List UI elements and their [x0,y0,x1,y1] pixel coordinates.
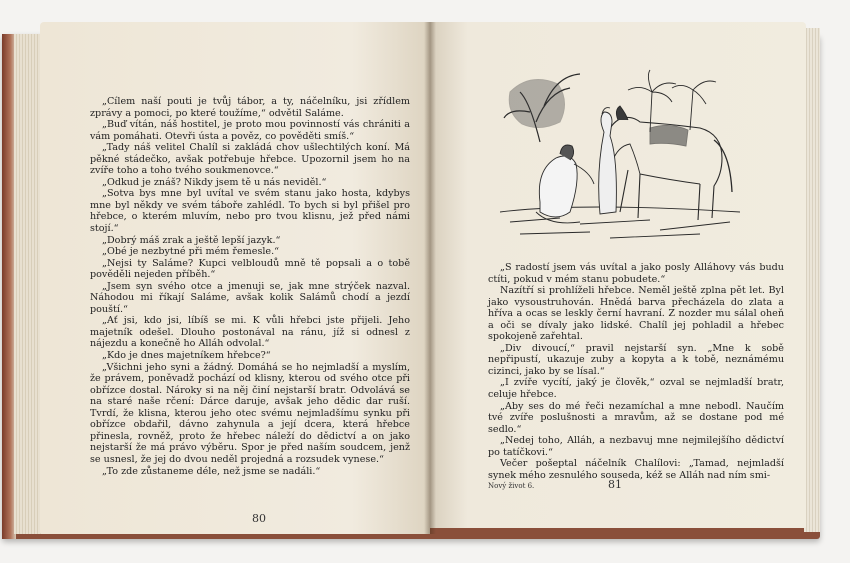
paragraph: „Nejsi ty Saláme? Kupci velbloudů mně tě popsali a o tobě pověděli nejeden příběh.“ [90,257,410,281]
paragraph: „Ať jsi, kdo jsi, líbíš se mi. K vůli hřebci jste přijeli. Jeho majetník odešel. Dlouho postonával na ránu, jíž si odnesl z nájezdu a konečně ho Alláh odvolal.“ [90,315,410,350]
paragraph: „Kdo je dnes majetníkem hřebce?“ [102,350,271,362]
left-page [40,22,430,534]
paragraph: „Nedej toho, Alláh, a nezbavuj mne nejmilejšího dědictví po tatíčkovi.“ [488,435,784,458]
book-gutter [424,22,436,534]
paragraph: „I zvíře vycítí, jaký je člověk,“ ozval se nejmladší bratr, celuje hřebce. [488,377,784,401]
page-number-left: 80 [252,512,266,525]
paragraph: „S radostí jsem vás uvítal a jako posly Alláhovy vás budu ctíti, pokud v mém stanu pobudete.“ [488,262,784,285]
paragraph: Nazítří si prohlíželi hřebce. Neměl ještě zplna pět let. Byl jako vysoustruhován. Hnědá barva přecházela do zlata a hříva a ocas se leskly černí havraní. Z nozder mu sálal oheň a oči se dívaly jako lidské. Chalíl jej pohladil a hřebec spokojeně zařehtal. [488,285,784,343]
paragraph: „Jsem syn svého otce a jmenuji se, jak mne strýček nazval. Náhodou mi říkají Saláme, avšak kolik Salámů chodí a jezdí pouští.“ [90,280,410,315]
page-stack-right [804,28,820,532]
paragraph: Večer pošeptal náčelník Chalílovi: „Tamad, nejmladší synek mého zesnulého souseda, kéž se Alláh nad ním smi- [488,458,784,481]
right-page [430,22,806,528]
paragraph: „To zde zůstaneme déle, než jsme se nadáli.“ [102,465,321,477]
paragraph: „Obé je nezbytné při mém řemesle.“ [102,246,280,258]
paragraph: „Odkud je znáš? Nikdy jsem tě u nás neviděl.“ [102,176,327,188]
arab-with-horse-illustration-icon [500,62,740,248]
right-page-text [488,262,784,481]
paragraph: „Sotva bys mne byl uvítal ve svém stanu jako hosta, kdybys mne byl někdy ve svém táboře zahlédl. To bych si byl přišel pro hřebce, o kterém mluvím, nebo pro tvou klisnu, jež před námi stojí.“ [90,188,410,235]
paragraph: „Cílem naší pouti je tvůj tábor, a ty, náčelníku, jsi zřídlem zprávy a pomoci, po které toužíme,“ odvětil Saláme. [90,96,410,119]
printer-signature: Nový život 6. [488,482,535,490]
paragraph: „Div divoucí,“ pravil nejstarší syn. „Mne k sobě nepřipustí, ukazuje zuby a kopyta a k tobě, neznámému cizinci, jako by se lísal.“ [488,342,784,377]
paragraph: „Buď vítán, náš hostitel, je proto mou povinností vás chrániti a vám pomáhati. Otevři ústa a pověz, co pověděti smíš.“ [90,119,410,142]
left-page-text [90,96,410,477]
paragraph: „Aby ses do mé řeči nezamíchal a mne nebodl. Naučím tvé zvíře poslušnosti a mravům, až se dostane pod mé sedlo.“ [488,400,784,435]
page-number-right: 81 [608,478,622,491]
paragraph: „Tady náš velitel Chalíl si zakládá chov ušlechtilých koní. Má pěkné stádečko, avšak potřebuje hřebce. Upozornil jsem ho na zvíře toho a toho tvého soukmenovce.“ [90,142,410,177]
paragraph: „Dobrý máš zrak a ještě lepší jazyk.“ [102,234,281,246]
paragraph: „Všichni jeho syni a žádný. Domáhá se ho nejmladší a myslím, že právem, poněvadž pochází od klisny, kterou od svého otce při obřízce dostal. Nároky si na něj činí nejstarší bratr. Odvolává se na staré naše rčení: Dárce daruje, avšak jeho dědic dar ruší. Tvrdí, že klisna, kterou jeho otec svému nejmladšímu synku při obřízce obdařil, dávno zahynula a její dcera, která hřebce přinesla, rovněž, proto že hřebec náleží do dědictví a on jako nejstarší že má právo výběru. Spor je před naším soudcem, jenž se usnesl, že jej do dvou neděl projedná a rozsudek vynese.“ [90,361,410,465]
